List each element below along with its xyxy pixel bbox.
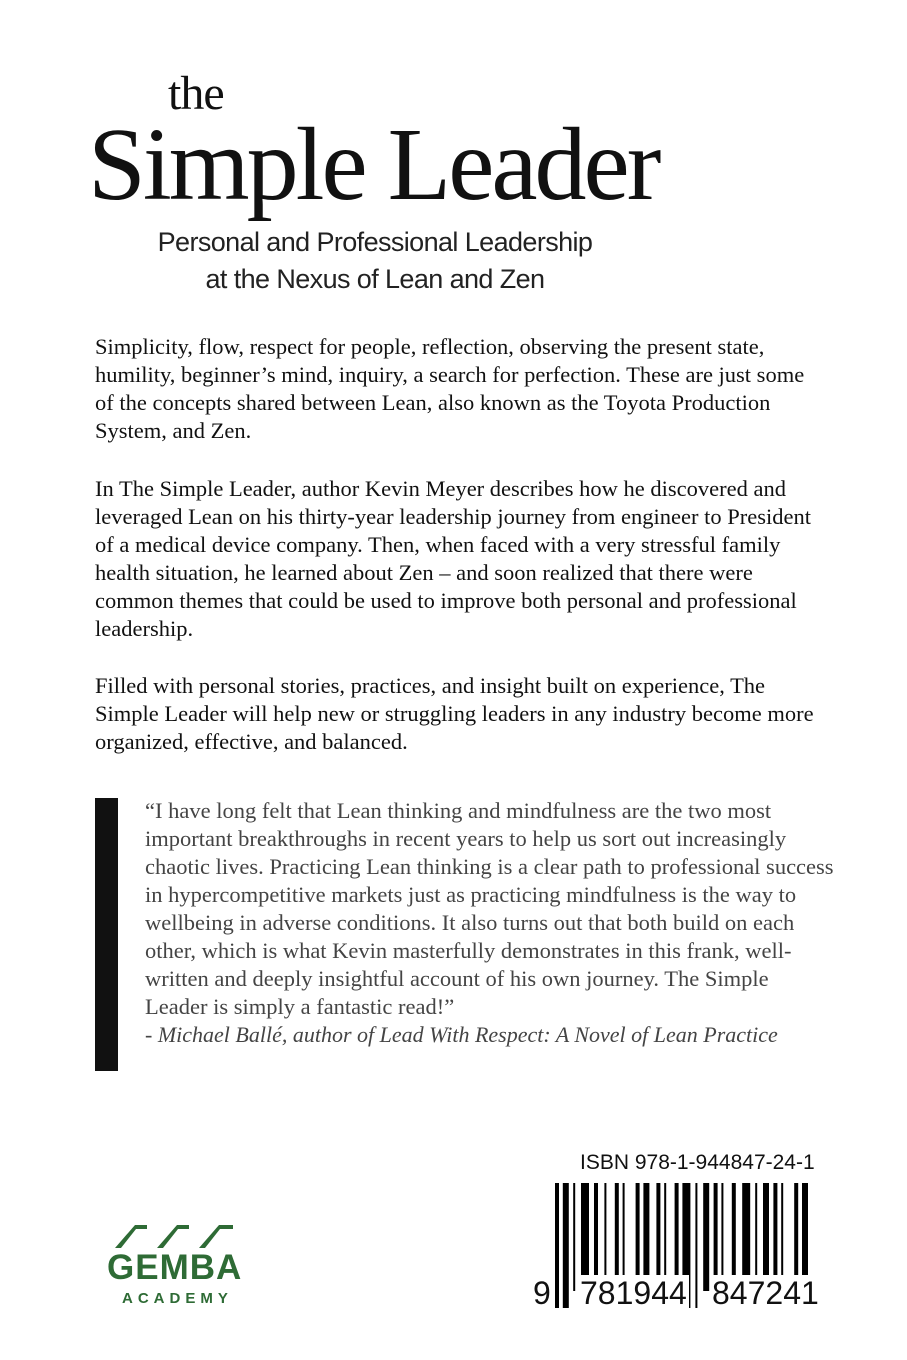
barcode-bar [563, 1183, 569, 1308]
book-title: Simple Leader [88, 107, 659, 222]
subtitle [120, 224, 630, 298]
barcode-bar [573, 1183, 575, 1291]
barcode-digit-first: 9 [533, 1275, 551, 1311]
subtitle-line: Personal and Professional Leadership [157, 227, 593, 257]
description-paragraph: Simplicity, flow, respect for people, reflection, observing the present state, humility, beginner’s mind, inquiry, a search for perfection. These are just some of the concepts shared between Lean, also known as the Toyota Production System, and Zen. [95, 334, 805, 443]
description-paragraph: Filled with personal stories, practices, and insight built on experience, The Simple Leader will help new or struggling leaders in any industry become more organized, effective, and balanced. [95, 673, 814, 754]
barcode-bar [695, 1183, 697, 1308]
quote-bar [95, 798, 118, 1071]
testimonial-quote: “I have long felt that Lean thinking and mindfulness are the two most important breakthroughs in recent years to help us sort out increasingly chaotic lives. Practicing Lean thinking is a clear path to professional success in hypercompetitive markets just as practicing mindfulness is the way to wellbeing in adverse conditions. It also turns out that both build on each other, which is what Kevin masterfully demonstrates in this frank, well-written and deeply insightful account of his own journey. The Simple Leader is simply a fantastic read!” [145, 798, 834, 1019]
subtitle-line: at the Nexus of Lean and Zen [205, 264, 545, 294]
description-paragraph: In The Simple Leader, author Kevin Meyer describes how he discovered and leveraged Lean on his thirty-year leadership journey from engineer to President of a medical device company. Then, when faced with a very stressful family health situation, he learned about Zen – and soon realized that there were common themes that could be used to improve both personal and professional leadership. [95, 476, 811, 641]
title-small: the [168, 67, 224, 120]
publisher-name: GEMBA [107, 1248, 243, 1287]
barcode-digits-right: 847241 [712, 1275, 819, 1311]
barcode-bar [555, 1183, 559, 1308]
testimonial-attribution: - Michael Ballé, author of Lead With Respect: A Novel of Lean Practice [145, 1022, 778, 1047]
isbn-label: ISBN 978-1-944847-24-1 [580, 1151, 815, 1174]
publisher-subname: ACADEMY [122, 1290, 233, 1307]
barcode-digits-left: 781944 [580, 1275, 687, 1311]
testimonial [145, 797, 835, 1049]
barcode-bar [703, 1183, 709, 1291]
